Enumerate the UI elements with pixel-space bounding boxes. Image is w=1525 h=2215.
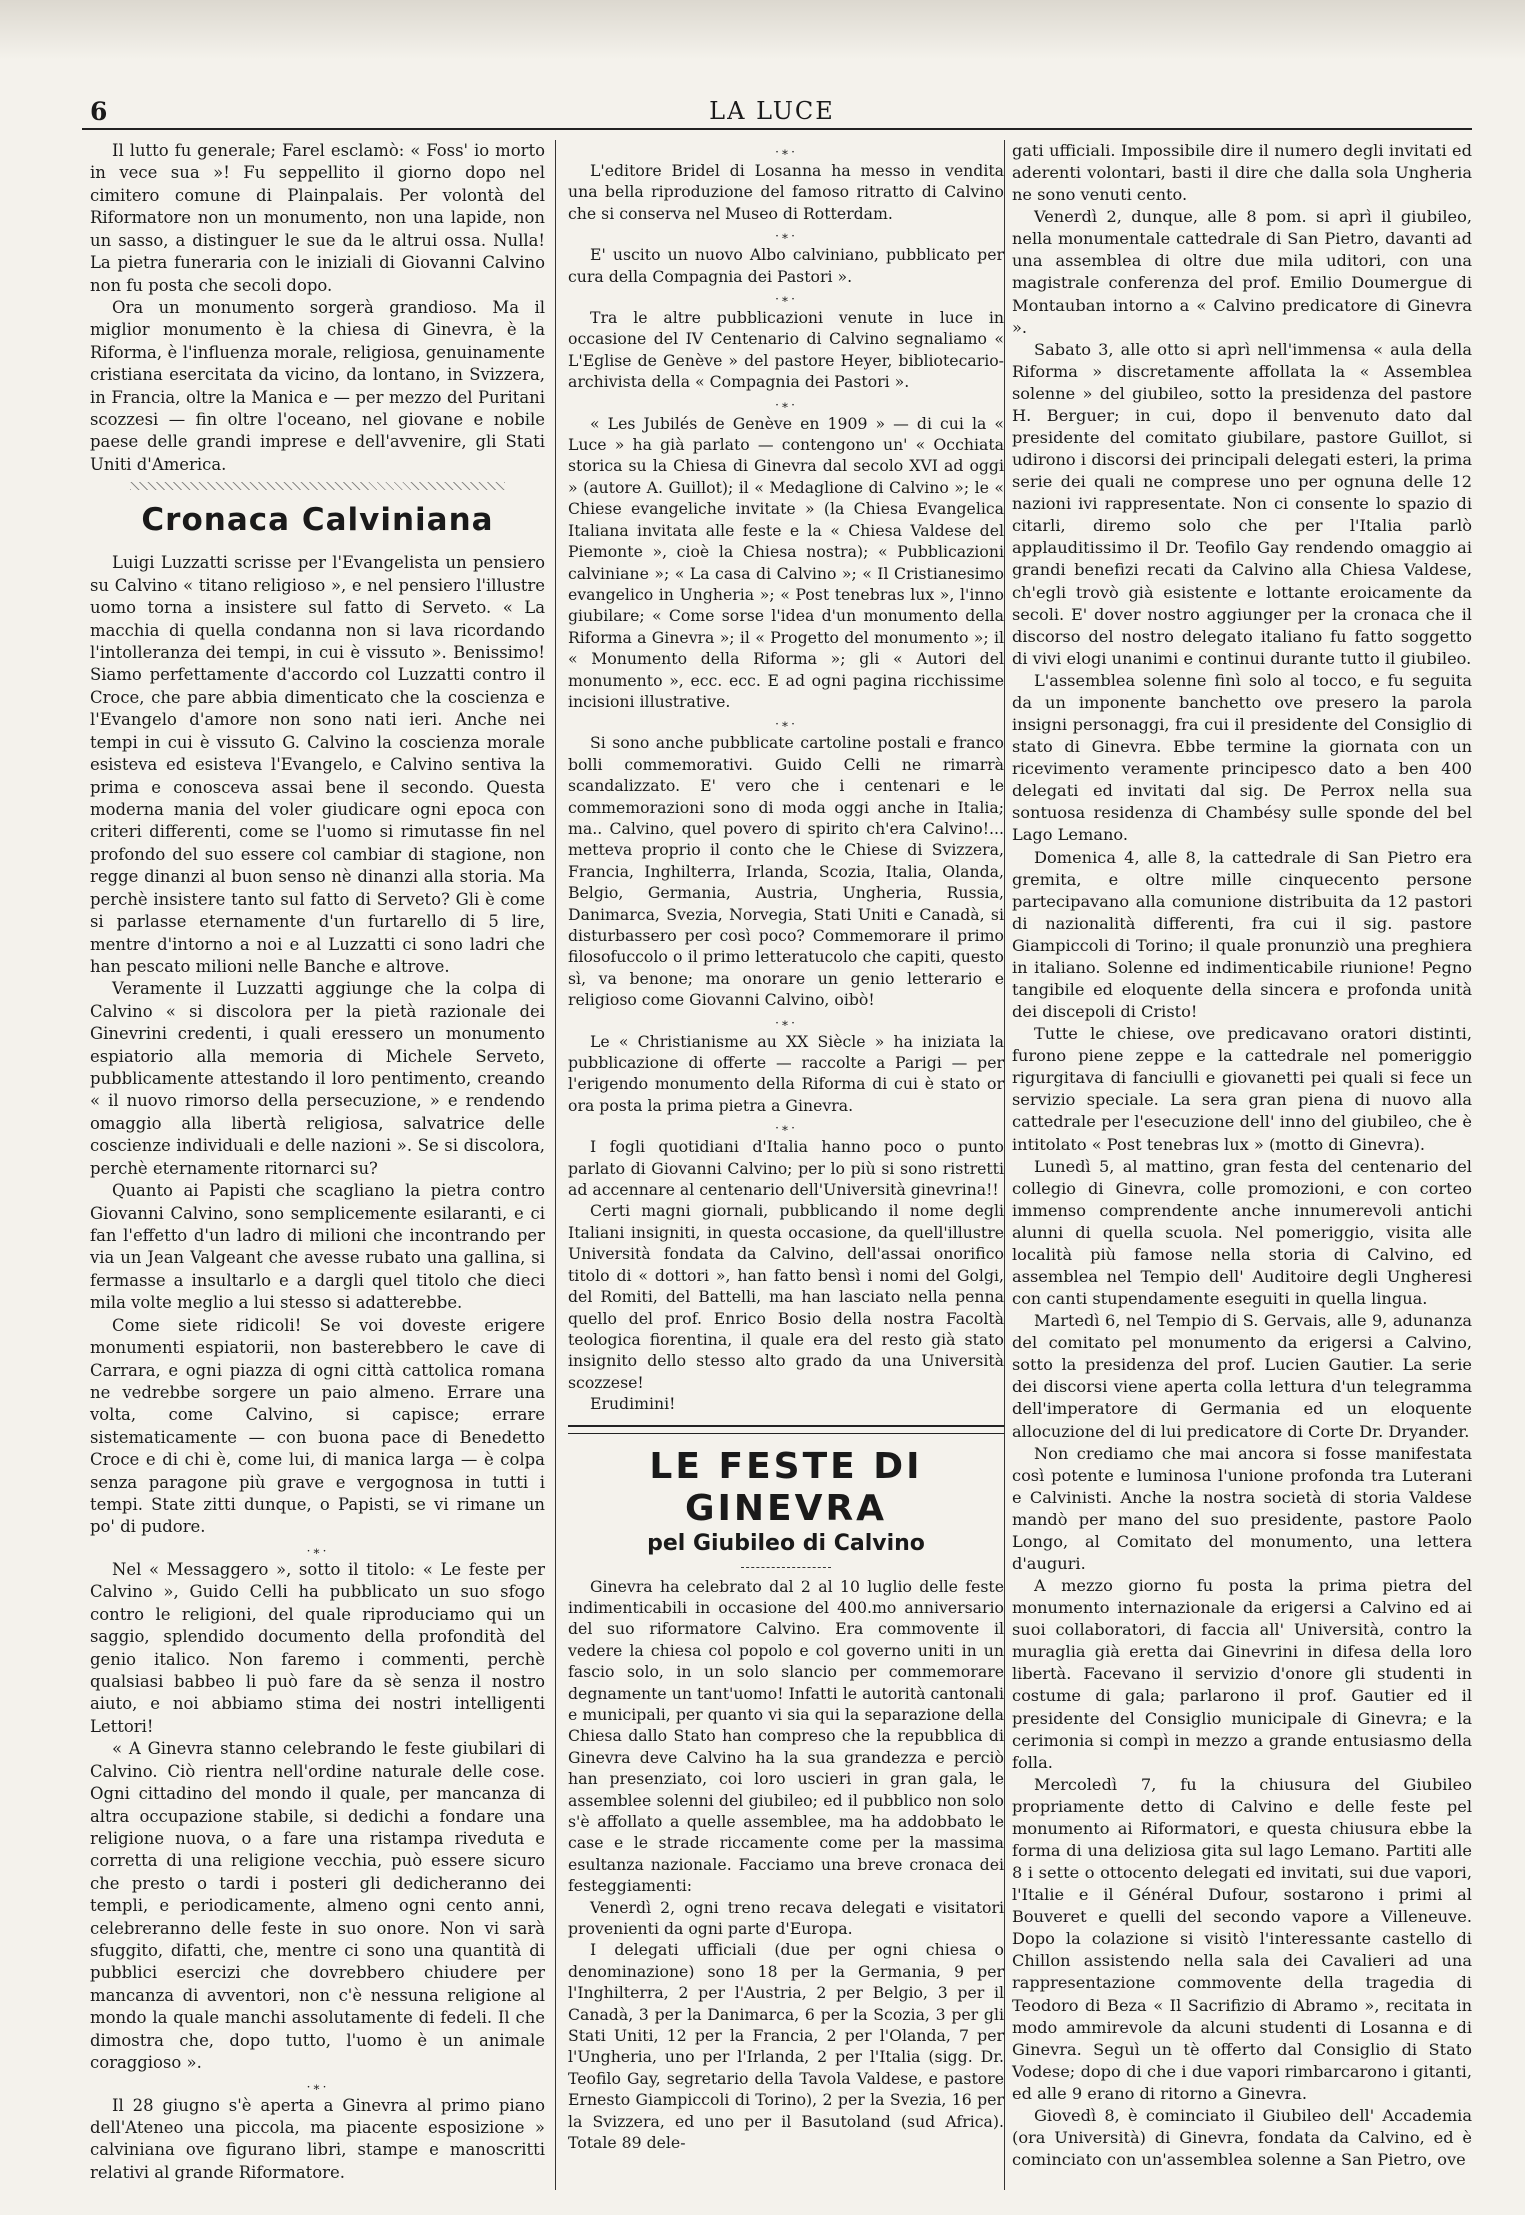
asterism-separator: ·∗·: [306, 2079, 329, 2094]
paragraph: Quanto ai Papisti che scagliano la pietra contro Giovanni Calvino, sono semplicemente esilaranti, e ci fan l'effetto d'un ladro di milioni che incontrando per via un Jean Valgeant che avesse rubato una gallina, si fermasse a insultarlo e a dargli quel titolo che dieci mila volte meglio a lui stesso si adatterebbe.: [90, 1181, 545, 1313]
paragraph: Ora un monumento sorgerà grandioso. Ma il miglior monumento è la chiesa di Ginevra, è la Riforma, è l'influenza morale, religiosa, genuinamente cristiana esercitata da vicino, da lontano, in Svizzera, in Francia, oltre la Manica e — per mezzo del Puritani scozzesi — fin oltre l'oceano, nel giovane e nobile paese delle grandi imprese e dell'avvenire, gli Stati Uniti d'America.: [90, 297, 545, 474]
asterism-separator: ·∗·: [775, 717, 797, 732]
paragraph: Martedì 6, nel Tempio di S. Gervais, alle 9, adunanza del comitato pel monumento da erigersi a Calvino, sotto la presidenza del prof. Lucien Gautier. La serie dei discorsi viene aperta colla lettura d'un telegramma dell'imperatore di Germania ed un eloquente allocuzione del di lui predicatore di Corte Dr. Dryander.: [1012, 1311, 1472, 1441]
header-rule: [82, 128, 1472, 130]
column-divider-left: [555, 140, 556, 2190]
asterism-separator: ·∗·: [775, 1015, 797, 1030]
paragraph: Si sono anche pubblicate cartoline postali e franco bolli commemorativi. Guido Celli ne rimarrà scandalizzato. E' vero che i centenari e le commemorazioni sono di moda oggi anche in Italia; ma.. Calvino, quel povero di spirito ch'era Calvino!... metteva proprio il conto che le Chiese di Svizzera, Francia, Inghilterra, Irlanda, Scozia, Italia, Olanda, Belgio, Germania, Austria, Ungheria, Russia, Danimarca, Svezia, Norvegia, Stati Uniti e Canadà, si disturbassero per così poco? Commemorare il primo filosofuccolo o il primo letteratucolo che capiti, questo sì, va benone; ma onorare un genio letterario e religioso come Giovanni Calvino, oibò!: [568, 733, 1004, 1010]
paragraph: Veramente il Luzzatti aggiunge che la colpa di Calvino « si discolora per la pietà razionale dei Ginevrini credenti, i quali eressero un monumento espiatorio alla memoria di Michele Serveto, pubblicamente attestando il loro pentimento, creando « il nuovo rimorso della persecuzione, » e rendendo omaggio alla libertà religiosa, salvatrice delle coscienze individuali e delle nazioni ». Se si discolora, perchè eternamente ritornarci su?: [90, 979, 545, 1178]
page-header: [82, 95, 1462, 127]
paragraph: Venerdì 2, ogni treno recava delegati e visitatori provenienti da ogni parte d'Europa.: [568, 1897, 1004, 1939]
paragraph: L'editore Bridel di Losanna ha messo in vendita una bella riproduzione del famoso ritratto di Calvino che si conserva nel Museo di Rotterdam.: [568, 161, 1004, 223]
column-3: [1012, 140, 1472, 2171]
column-1: [90, 140, 545, 2184]
page-number: 6: [90, 97, 108, 126]
paragraph: « Les Jubilés de Genève en 1909 » — di cui la « Luce » ha già parlato — contengono un' « Occhiata storica su la Chiesa di Ginevra dal secolo XVI ad oggi » (autore A. Guillot); il « Medaglione di Calvino »; le « Chiese evangeliche invitate » (la Chiesa Evangelica Italiana invitata alle feste e la « Chiesa Valdese del Piemonte », cioè la Chiesa nostra); « Pubblicazioni calviniane »; « La casa di Calvino »; « Il Cristianesimo evangelico in Ungheria »; « Post tenebras lux », l'inno giubilare; « Come sorse l'idea d'un monumento della Riforma a Ginevra »; il « Progetto del monumento »; il « Monumento della Riforma »; gli « Autori del monumento », ecc. ecc. E ad ogni pagina ricchissime incisioni illustrative.: [568, 413, 1004, 711]
paragraph: E' uscito un nuovo Albo calviniano, pubblicato per cura della Compagnia dei Pastori ».: [568, 245, 1004, 286]
asterism-separator: ·∗·: [775, 229, 797, 244]
wavy-separator: [741, 1562, 831, 1568]
paragraph: Certi magni giornali, pubblicando il nome degli Italiani insigniti, in questa occasione, da quell'illustre Università fondata da Calvino, dell'assai onorifico titolo di « dottori », han fatto bensì i nomi del Golgi, del Romiti, del Battelli, ma han lasciato nella penna quello del prof. Enrico Bosio della nostra Facoltà teologica fiorentina, il quale era del resto già stato insignito dello stesso alto grado da una Università scozzese!: [568, 1201, 1004, 1392]
asterism-separator: ·∗·: [775, 1121, 797, 1136]
paragraph: gati ufficiali. Impossibile dire il numero degli invitati ed aderenti volontari, basti il dire che dalla sola Ungheria ne sono venuti cento.: [1012, 141, 1472, 205]
paragraph: Tutte le chiese, ove predicavano oratori distinti, furono piene zeppe e la cattedrale nel pomeriggio rigurgitava di fanciulli e giovanetti pei quali si fece un servizio speciale. La sera gran piena di nuovo alla cattedrale per l'esecuzione dell' inno del giubileo, che è intitolato « Post tenebras lux » (motto di Ginevra).: [1012, 1024, 1472, 1154]
asterism-separator: ·∗·: [306, 1543, 329, 1558]
paragraph: Il lutto fu generale; Farel esclamò: « Foss' io morto in vece sua »! Fu seppellito il giorno dopo nel cimitero comune di Plainpalais. Per volontà del Riformatore non un monumento, non una lapide, non un sasso, a distinguer le sue da le altrui ossa. Nulla! La pietra funeraria con le iniziali di Giovanni Calvino non fu posta che secoli dopo.: [90, 141, 545, 295]
feature-subtitle: pel Giubileo di Calvino: [647, 1530, 925, 1556]
paragraph: Il 28 giugno s'è aperta a Ginevra al primo piano dell'Ateneo una piccola, ma piacente esposizione » calviniana ove figurano libri, stampe e manoscritti relativi al grande Riformatore.: [90, 2095, 545, 2182]
paragraph: Come siete ridicoli! Se voi doveste erigere monumenti espiatorii, non basterebbero le cave di Carrara, e ogni piazza di ogni città cattolica romana ne vedrebbe sorgere un paio almeno. Errare una volta, come Calvino, si capisce; errare sistematicamente — con buona pace di Benedetto Croce e di chi è, come lui, di manica larga — è colpa senza paragone più grave e vergognosa in tutti i tempi. State zitti dunque, o Papisti, se vi rimane un po' di pudore.: [90, 1315, 545, 1537]
paragraph: Le « Christianisme au XX Siècle » ha iniziata la pubblicazione di offerte — raccolte a Parigi — per l'erigendo monumento della Riforma di cui è stato or ora posta la prima pietra a Ginevra.: [568, 1031, 1004, 1115]
asterism-separator: ·∗·: [775, 145, 797, 159]
paragraph: L'assemblea solenne finì solo al tocco, e fu seguita da un imponente banchetto ove presero la parola insigni personaggi, fra cui il presidente del Consiglio di stato di Ginevra. Ebbe termine la giornata con un ricevimento veramente principesco dato a ben 400 delegati ed invitati dal sig. De Perrox nella sua sontuosa residenza di Chambésy sulle sponde del bel Lago Lemano.: [1012, 670, 1472, 845]
asterism-separator: ·∗·: [775, 397, 797, 412]
section-title: Cronaca Calviniana: [141, 502, 494, 539]
paragraph: Venerdì 2, dunque, alle 8 pom. si aprì il giubileo, nella monumentale cattedrale di San Pietro, davanti ad una assemblea di oltre due mila uditori, con una magistrale conferenza del prof. Emilio Doumergue di Montauban intorno a « Calvino predicatore di Ginevra ».: [1012, 207, 1472, 337]
masthead: LA LUCE: [709, 97, 835, 125]
feature-title: LE FESTE DI GINEVRA: [649, 1445, 923, 1529]
paragraph: Sabato 3, alle otto si aprì nell'immensa « aula della Riforma » discretamente affollata la « Assemblea solenne » del giubileo, sotto la presidenza del pastore H. Berguer; in cui, dopo il benvenuto dato dal presidente del comitato giubilare, pastore Guillot, si udirono i discorsi dei principali delegati esteri, la prima serie dei quali ne comprese uno per ognuna delle 12 nazioni ivi rappresentate. Non ci consente lo spazio di citarli, diremo solo che per l'Italia parlò applauditissimo il Dr. Teofilo Gay rendendo omaggio ai grandi benefizi recati da Calvino alla Chiesa Valdese, ch'egli trovò già esistente e lottante eroicamente da secoli. E' dover nostro aggiunger per la cronaca che il discorso del nostro delegato italiano fu fatto soggetto di vivi elogi unanimi e continui durante tutto il giubileo.: [1012, 339, 1472, 668]
paragraph: A mezzo giorno fu posta la prima pietra del monumento internazionale da erigersi a Calvino ed ai suoi collaboratori, di faccia all' Università, contro la muraglia già eretta dai Ginevrini in difesa della loro libertà. Facevano il servizio d'onore gli studenti in costume di gala; parlarono il prof. Gautier ed il presidente del Consiglio municipale di Ginevra; e la cerimonia si compì in mezzo a grande entusiasmo della folla.: [1012, 1576, 1472, 1772]
paragraph: Nel « Messaggero », sotto il titolo: « Le feste per Calvino », Guido Celli ha pubblicato un suo sfogo contro le religioni, del quale riproduciamo qui un saggio, splendido documento della profondità del genio italico. Non faremo i commenti, perchè qualsiasi babbeo li può fare da sè senza il nostro aiuto, e noi abbiamo stima dei nostri intelligenti Lettori!: [90, 1559, 545, 1736]
paragraph: Domenica 4, alle 8, la cattedrale di San Pietro era gremita, e oltre mille cinquecento persone partecipavano alla comunione distribuita da 12 pastori di nazionalità differenti, fra cui il sig. pastore Giampiccoli di Torino; il quale pronunziò una preghiera in italiano. Solenne ed indimenticabile riunione! Pegno tangibile ed eloquente della sincera e profonda unità dei discepoli di Cristo!: [1012, 847, 1472, 1022]
paragraph: Erudimini!: [590, 1394, 676, 1414]
feature-rule: [568, 1425, 1004, 1434]
paragraph: I fogli quotidiani d'Italia hanno poco o punto parlato di Giovanni Calvino; per lo più si sono ristretti ad accennare al centenario dell'Università ginevrina!!: [568, 1137, 1004, 1200]
paragraph: Luigi Luzzatti scrisse per l'Evangelista un pensiero su Calvino « titano religioso », e nel pensiero l'illustre uomo torna a insistere sul fatto di Serveto. « La macchia di quella condanna non si lava ricordando l'intolleranza dei tempi, in cui è vissuto ». Benissimo! Siamo perfettamente d'accordo col Luzzatti contro il Croce, che pare abbia dimenticato che la coscienza e l'Evangelo d'amore non sono nati ieri. Anche nei tempi in cui è vissuto G. Calvino la coscienza morale esisteva ed esisteva l'Evangelo, e Calvino sentiva la prima e conosceva assai bene il secondo. Questa moderna mania del voler giudicare ogni epoca con criteri differenti, come se l'uomo si rimutasse fin nel profondo del suo essere col cambiar di stagione, non regge dinanzi al buon senso nè dinanzi alla storia. Ma perchè insistere tanto sul fatto di Serveto? Gli è come si parlasse eternamente d'un furtarello di 5 lire, mentre d'intorno a noi e al Luzzatti ci sono ladri che han pescato milioni nelle Banche e altrove.: [90, 553, 545, 976]
column-divider-right: [1004, 140, 1005, 2190]
paragraph: Non crediamo che mai ancora si fosse manifestata così potente e luminosa l'unione profonda tra Luterani e Calvinisti. Anche la nostra società di storia Valdese mandò per mano del suo presidente, pastore Paolo Longo, al Comitato del monumento, una lettera d'auguri.: [1012, 1443, 1472, 1573]
paper-stain: [0, 0, 1525, 60]
paragraph: Tra le altre pubblicazioni venute in luce in occasione del IV Centenario di Calvino segnaliamo « L'Eglise de Genève » del pastore Heyer, bibliotecario-archivista della « Compagnia dei Pastori ».: [568, 308, 1004, 392]
paragraph: Giovedì 8, è cominciato il Giubileo dell' Accademia (ora Università) di Ginevra, fondata da Calvino, ed è cominciato con un'assemblea solenne a San Pietro, ove: [1012, 2105, 1472, 2170]
paragraph: Lunedì 5, al mattino, gran festa del centenario del collegio di Ginevra, colle promozioni, e con corteo immenso comprendente anche innumerevoli antichi alunni di quella scuola. Nel pomeriggio, visita alle località più famose nella storia di Calvino, ed assemblea nel Tempio dell' Auditoire degli Ungheresi con canti stupendamente eseguiti in quella lingua.: [1012, 1156, 1472, 1309]
paragraph: I delegati ufficiali (due per ogni chiesa o denominazione) sono 18 per la Germania, 9 per l'Inghilterra, 2 per l'Austria, 2 per Belgio, 3 per il Canadà, 3 per la Danimarca, 6 per la Scozia, 3 per gli Stati Uniti, 12 per la Francia, 2 per l'Olanda, 7 per l'Ungheria, uno per l'Irlanda, 2 per l'Italia (sigg. Dr. Teofilo Gay, segretario della Tavola Valdese, e pastore Ernesto Giampiccoli di Torino), 2 per la Svezia, 16 per la Svizzera, ed uno per il Basutoland (sud Africa). Totale 89 dele-: [568, 1940, 1004, 2153]
paragraph: Mercoledì 7, fu la chiusura del Giubileo propriamente detto di Calvino e delle feste pel monumento ai Riformatori, e questa chiusura ebbe la forma di una deliziosa gita sul lago Lemano. Partiti alle 8 i sette o ottocento delegati ed invitati, sui due vapori, l'Italie e il Général Dufour, sostarono i primi al Bouveret e quelli del secondo vapore a Villeneuve. Dopo la colazione si visitò l'interessante castello di Chillon assistendo nella sala dei Cavalieri ad una rappresentazione commovente della tragedia di Teodoro di Beza « Il Sacrifizio di Abramo », recitata in modo ammirevole da alcuni studenti di Losanna e di Ginevra. Seguì un tè offerto dal Consiglio di Stato Vodese; dopo di che i due vapori rimbarcarono i gitanti, ed alle 9 erano di ritorno a Ginevra.: [1012, 1774, 1472, 2103]
paragraph: Ginevra ha celebrato dal 2 al 10 luglio delle feste indimenticabili in occasione del 400.mo anniversario del suo riformatore Calvino. Era commovente il vedere la chiesa col popolo e col governo uniti in un fascio solo, in un solo slancio per commemorare degnamente un tant'uomo! Infatti le autorità cantonali e municipali, per quanto vi sia qui la separazione della Chiesa dallo Stato han compreso che la repubblica di Ginevra deve Calvino ha la sua grandezza e perciò han presenziato, coi loro uscieri in gran gala, le assemblee solenni del giubileo; ed il pubblico non solo s'è affollato a quelle assemblee, ma ha addobbato le case e le strade riccamente come per la massima esultanza nazionale. Facciamo una breve cronaca dei festeggiamenti:: [568, 1576, 1004, 1896]
asterism-separator: ·∗·: [775, 292, 797, 307]
column-2: [568, 140, 1004, 2154]
wavy-separator: [130, 482, 505, 490]
paragraph: « A Ginevra stanno celebrando le feste giubilari di Calvino. Ciò rientra nell'ordine naturale delle cose. Ogni cittadino del mondo il quale, per mancanza di altra occupazione stabile, si dedichi a fondare una religione nuova, o a fare una ristampa riveduta e corretta di una religione vecchia, può essere sicuro che presto o tardi i posteri gli dedicheranno dei templi, e periodicamente, almeno ogni cento anni, celebreranno delle feste in suo onore. Non vi sarà sfuggito, difatti, che, mentre ci sono una quantità di pubblici esercizi che dovrebbero chiudere per mancanza di avventori, non c'è nessuna religione al mondo la quale manchi assolutamente di fedeli. Il che dimostra che, dopo tutto, l'uomo è un animale coraggioso ».: [90, 1739, 545, 2073]
